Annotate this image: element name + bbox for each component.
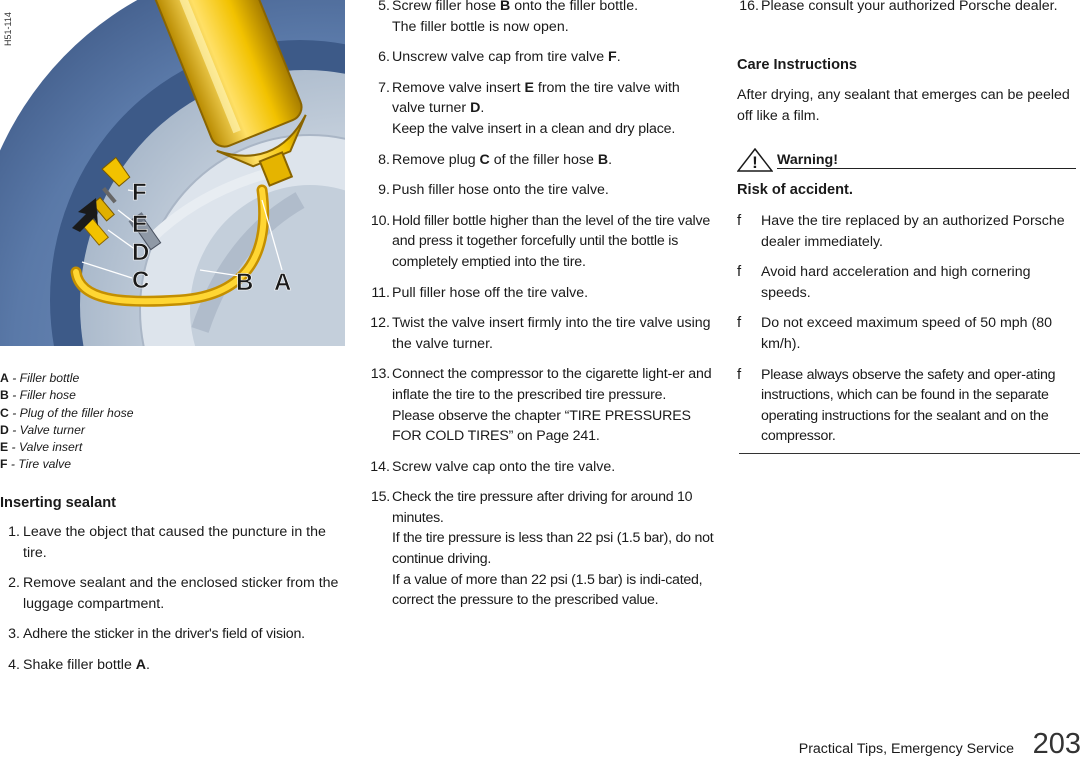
steps-list-2 [368, 0, 714, 611]
step-9: 9. Push filler hose onto the tire valve. [378, 182, 609, 199]
risk-heading: Risk of accident. [737, 182, 853, 198]
figure-legend [0, 370, 133, 474]
legend-item: A - Filler bottle [0, 371, 80, 385]
warning-end-rule [739, 453, 1080, 454]
step-1: 1. Leave the object that caused the puncture in the tire. [8, 524, 326, 561]
step-5: 5. Screw filler hose B onto the filler bottle. The filler bottle is now open. [378, 0, 639, 35]
warning-label: Warning! [777, 152, 838, 168]
warning-list [737, 211, 1080, 447]
step-8: 8. Remove plug C of the filler hose B. [378, 151, 613, 168]
legend-item: F - Tire valve [0, 457, 72, 472]
care-text: After drying, any sealant that emerges can be peeled off like a film. [737, 87, 1070, 124]
step-12: 12. Twist the valve insert firmly into the tire valve using the valve turner. [370, 315, 711, 352]
warning-item: f Do not exceed maximum speed of 50 mph (80 km/h). [737, 314, 1052, 352]
warning-header [737, 150, 1080, 176]
warning-item: f Avoid hard acceleration and high cornering speeds. [737, 263, 1031, 301]
care-heading: Care Instructions [737, 57, 858, 73]
step-2: 2. Remove sealant and the enclosed sticker from the luggage compartment. [8, 575, 339, 612]
step-4: 4. Shake filler bottle A. [8, 656, 150, 673]
bullet-icon: f [737, 314, 742, 332]
bullet-icon: f [737, 365, 741, 383]
steps-list-1 [0, 522, 345, 676]
step-6: 6. Unscrew valve cap from tire valve F. [378, 49, 621, 66]
page-number: 203 [1032, 728, 1081, 760]
step-11: 11. Pull filler hose off the tire valve. [371, 284, 589, 301]
step-13: 13. Connect the compressor to the cigarette light-er and inflate the tire to the prescribed tire pressure. Please observe the chapter “TIRE PRESSURES FOR COLD TIRES” on Page 241. [370, 366, 712, 445]
legend-item: E - Valve insert [0, 440, 83, 455]
legend-item: B - Filler hose [0, 388, 76, 403]
sealant-illustration [0, 0, 345, 346]
step-10: 10. Hold filler bottle higher than the level of the tire valve and press it together forcefully until the bottle is completely emptied into the tire. [370, 212, 711, 270]
step-7: 7. Remove valve insert E from the tire valve with valve turner D. Keep the valve insert in a clean and dry place. [378, 79, 680, 137]
label-E: E [132, 211, 149, 238]
warning-item: f Please always observe the safety and oper-ating instructions, which can be found in the separate operating instructions for the sealant and on the compressor. [737, 365, 1056, 445]
warning-item: f Have the tire replaced by an authorized Porsche dealer immediately. [737, 212, 1065, 250]
footer-section: Practical Tips, Emergency Service [798, 741, 1014, 757]
label-B: B [236, 269, 254, 296]
warning-triangle-icon [737, 148, 773, 179]
figure-id [1, 2, 13, 48]
page-footer [681, 729, 1081, 759]
legend-item: D - Valve turner [0, 422, 85, 437]
label-C: C [132, 267, 150, 294]
step-3: 3. Adhere the sticker in the driver's field of vision. [8, 626, 305, 643]
label-F: F [132, 179, 147, 206]
bullet-icon: f [737, 263, 742, 281]
section-heading: Inserting sealant [0, 495, 116, 511]
svg-text:H51-114: H51-114 [3, 12, 13, 46]
svg-text:!: ! [752, 153, 758, 172]
legend-item: C - Plug of the filler hose [0, 405, 134, 420]
label-D: D [132, 239, 150, 266]
step-15: 15. Check the tire pressure after driving for around 10 minutes. If the tire pressure is less than 22 psi (1.5 bar), do not continue driving. If a value of more than 22 psi (1.5 bar) is indi-cated, correct the pressure to the prescribed value. [371, 489, 714, 609]
label-A: A [274, 269, 292, 296]
step-14: 14. Screw valve cap onto the tire valve. [370, 458, 616, 475]
bullet-icon: f [737, 212, 742, 229]
tire-sealant-diagram [0, 0, 345, 346]
warning-rule [777, 168, 1076, 169]
step-16: 16. Please consult your authorized Porsche dealer. [739, 0, 1058, 14]
